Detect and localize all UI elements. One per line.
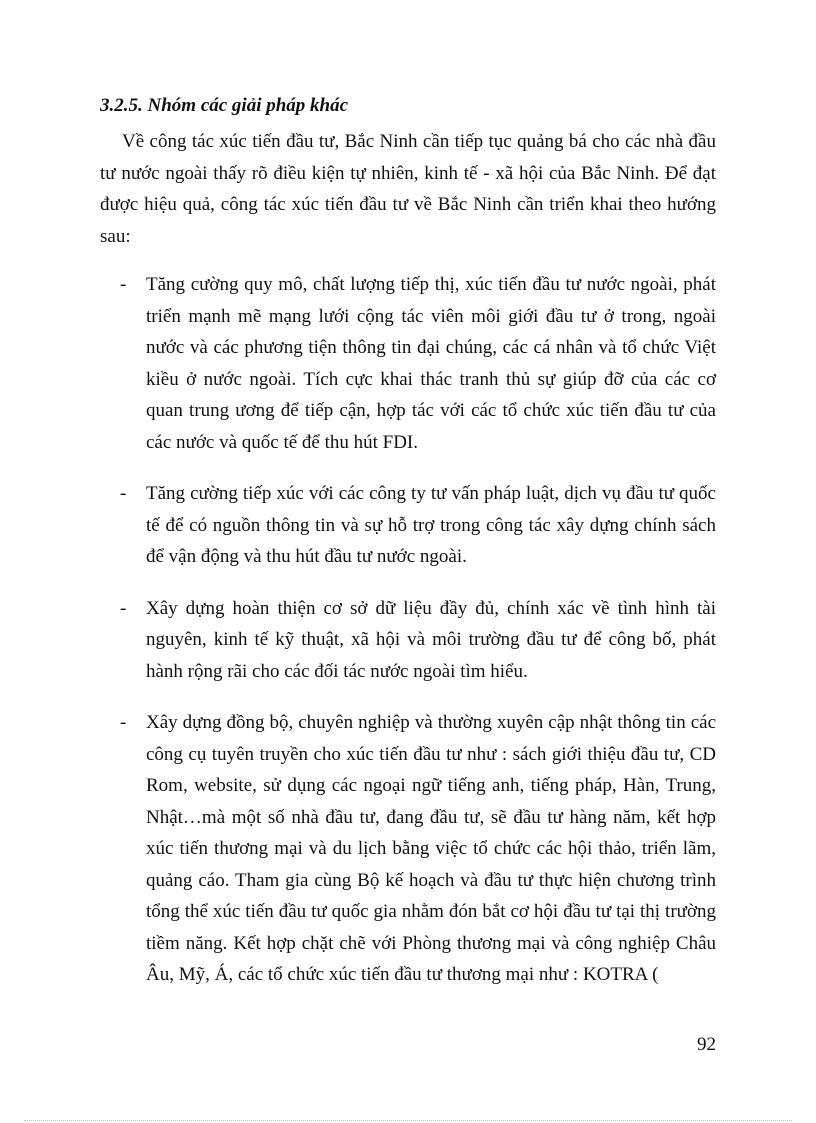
page-number: 92 bbox=[697, 1034, 716, 1055]
list-item bbox=[120, 707, 716, 991]
list-item-text: Tăng cường quy mô, chất lượng tiếp thị, xúc tiến đầu tư nước ngoài, phát triển mạnh mẽ mạng lưới cộng tác viên môi giới đầu tư ở trong, ngoài nước và các phương tiện thông tin đại chúng, các cá nhân và tổ chức Việt kiều ở nước ngoài. Tích cực khai thác tranh thủ sự giúp đỡ của các cơ quan trung ương để tiếp cận, hợp tác với các tổ chức xúc tiến đầu tư của các nước và quốc tế để thu hút FDI. bbox=[146, 274, 716, 453]
bullet-marker: - bbox=[120, 712, 127, 733]
bullet-marker: - bbox=[120, 483, 127, 504]
footer-divider bbox=[24, 1120, 792, 1121]
bullet-marker: - bbox=[120, 274, 127, 295]
section-heading: 3.2.5. Nhóm các giải pháp khác bbox=[100, 95, 349, 116]
list-item-text: Xây dựng hoàn thiện cơ sở dữ liệu đầy đủ, chính xác về tình hình tài nguyên, kinh tế kỹ thuật, xã hội và môi trường đầu tư để công bố, phát hành rộng rãi cho các đối tác nước ngoài tìm hiểu. bbox=[146, 597, 716, 682]
list-item-text: Tăng cường tiếp xúc với các công ty tư vấn pháp luật, dịch vụ đầu tư quốc tế để có nguồn thông tin và sự hỗ trợ trong công tác xây dựng chính sách để vận động và thu hút đầu tư nước ngoài. bbox=[146, 483, 716, 567]
list-item-text: Xây dựng đồng bộ, chuyên nghiệp và thường xuyên cập nhật thông tin các công cụ tuyên truyền cho xúc tiến đầu tư như : sách giới thiệu đầu tư, CD Rom, website, sử dụng các ngoại ngữ tiếng anh, tiếng pháp, Hàn, Trung, Nhật…mà một số nhà đầu tư, đang đầu tư, sẽ đầu tư hàng năm, kết hợp xúc tiến thương mại và du lịch bằng việc tổ chức các hội thảo, triển lãm, quảng cáo. Tham gia cùng Bộ kế hoạch và đầu tư thực hiện chương trình tổng thể xúc tiến đầu tư quốc gia nhằm đón bắt cơ hội đầu tư tại thị trường tiềm năng. Kết hợp chặt chẽ với Phòng thương mại và công nghiệp Châu Âu, Mỹ, Á, các tổ chức xúc tiến đầu tư thương mại như : KOTRA ( bbox=[146, 712, 716, 985]
list-item bbox=[120, 478, 716, 573]
list-item bbox=[120, 269, 716, 458]
bullet-marker: - bbox=[120, 597, 127, 619]
list-item bbox=[120, 593, 716, 688]
intro-paragraph: Về công tác xúc tiến đầu tư, Bắc Ninh cần tiếp tục quảng bá cho các nhà đầu tư nước ngoài thấy rõ điều kiện tự nhiên, kinh tế - xã hội của Bắc Ninh. Để đạt được hiệu quả, công tác xúc tiến đầu tư về Bắc Ninh cần triển khai theo hướng sau: bbox=[100, 131, 716, 247]
bullet-list bbox=[120, 269, 716, 1011]
